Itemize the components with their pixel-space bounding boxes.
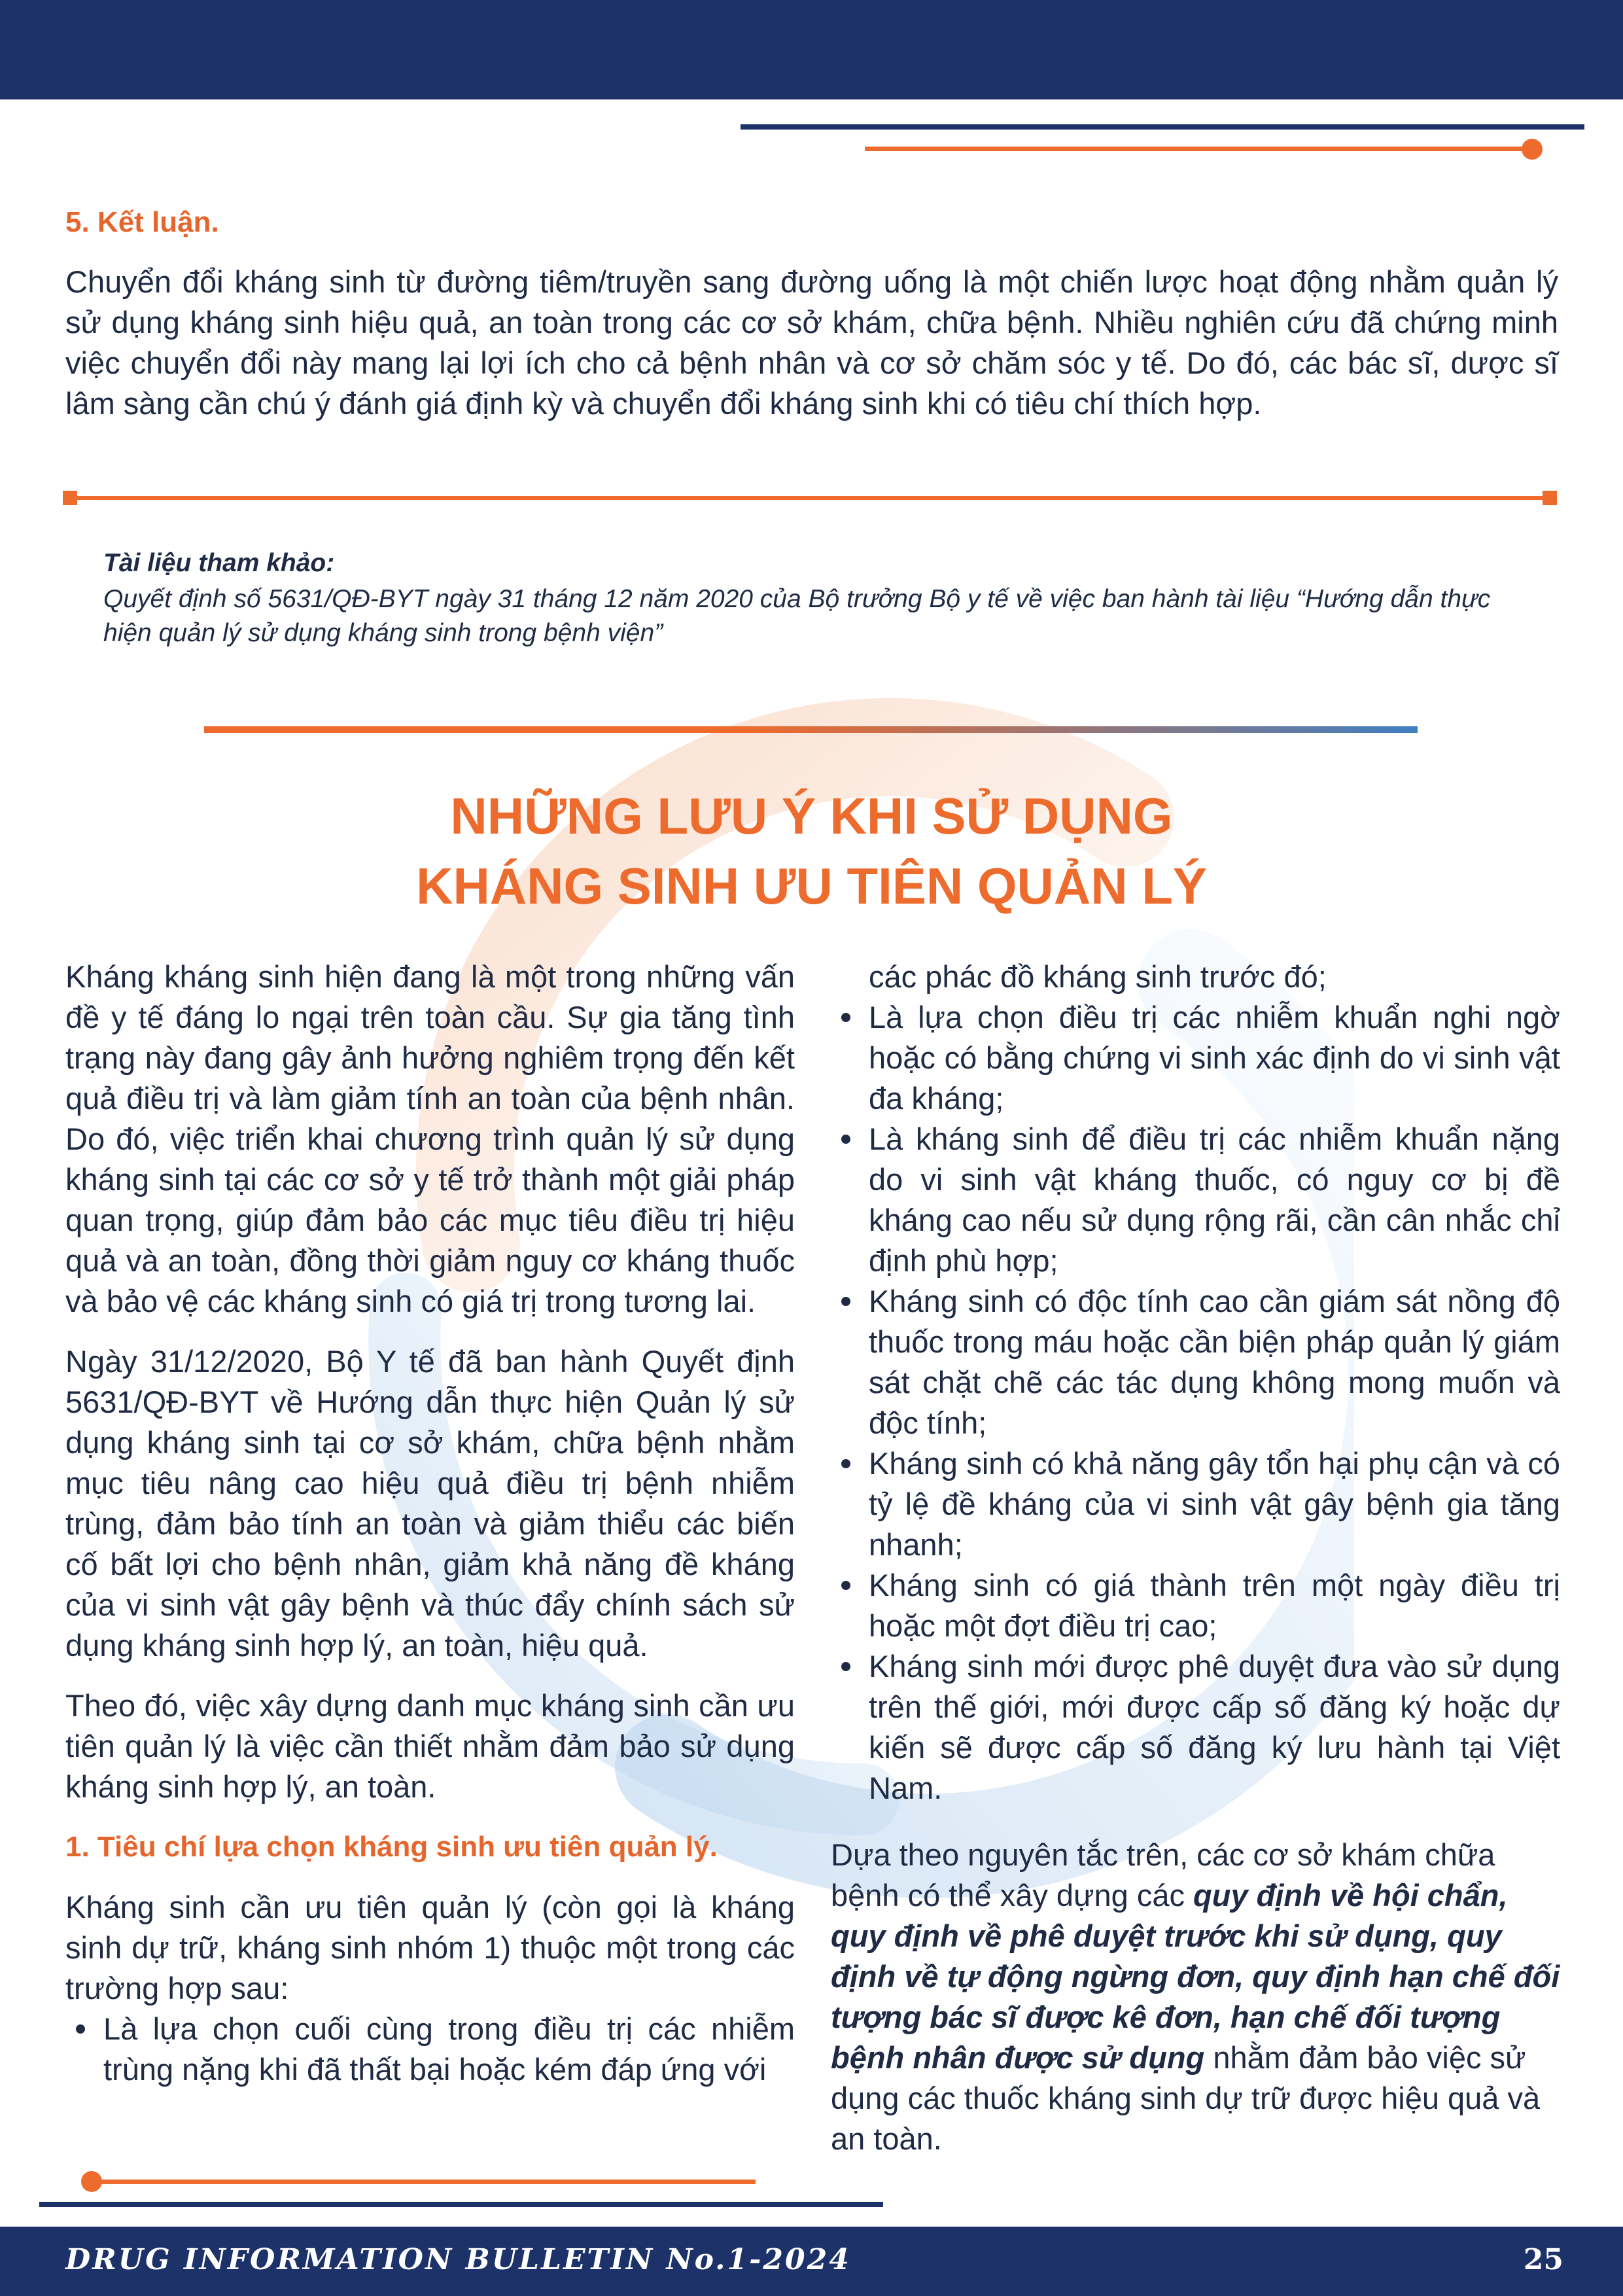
left-paragraph-3: Theo đó, việc xây dựng danh mục kháng sinh cần ưu tiên quản lý là việc cần thiết nhằm đảm bảo sử dụng kháng sinh hợp lý, an toàn.: [65, 1688, 795, 1804]
right-column: [831, 957, 1560, 2179]
divider-rule: [72, 496, 1550, 500]
footer-orange-rule: [92, 2180, 756, 2184]
bullet-item: Kháng sinh mới được phê duyệt đưa vào sử dụng trên thế giới, mới được cấp số đăng ký hoặc dự kiến sẽ được cấp số đăng ký lưu hành tại Việt Nam.: [831, 1646, 1560, 1809]
footer-bulletin-title: DRUG INFORMATION BULLETIN No.1-2024: [65, 2243, 851, 2276]
bullet-item: Kháng sinh có giá thành trên một ngày điều trị hoặc một đợt điều trị cao;: [831, 1565, 1560, 1646]
left-paragraph-1: Kháng kháng sinh hiện đang là một trong những vấn đề y tế đáng lo ngại trên toàn cầu. Sự gia tăng tình trạng này đang gây ảnh hưởng nghiêm trọng đến kết quả điều trị và làm giảm tính an toàn của bệnh nhân. Do đó, việc triển khai chương trình quản lý sử dụng kháng sinh tại các cơ sở y tế trở thành một giải pháp quan trọng, giúp đảm bảo các mục tiêu điều trị hiệu quả và an toàn, đồng thời giảm nguy cơ kháng thuốc và bảo vệ các kháng sinh có giá trị trong tương lai.: [65, 959, 795, 1318]
footer-navy-rule: [39, 2202, 883, 2207]
closing-text-end: nhằm đảm bảo việc sử dụng các thuốc kháng sinh dự trữ được hiệu quả và an toàn.: [831, 2040, 1541, 2156]
left-paragraph-2: Ngày 31/12/2020, Bộ Y tế đã ban hành Quyết định 5631/QĐ-BYT về Hướng dẫn thực hiện Quản lý sử dụng kháng sinh tại cơ sở khám, chữa bệnh nhằm mục tiêu nâng cao hiệu quả điều trị bệnh nhiễm trùng, đảm bảo tính an toàn và giảm thiểu các biến cố bất lợi cho bệnh nhân, giảm khả năng đề kháng của vi sinh vật gây bệnh và thúc đẩy chính sách sử dụng kháng sinh hợp lý, an toàn, hiệu quả.: [65, 1344, 795, 1663]
right-bullet-list: [831, 957, 1560, 1809]
conclusion-heading: 5. Kết luận.: [65, 206, 219, 238]
bullet-item: Là lựa chọn cuối cùng trong điều trị các nhiễm trùng nặng khi đã thất bại hoặc kém đáp ứng với: [65, 2009, 795, 2090]
left-paragraph-4: Kháng sinh cần ưu tiên quản lý (còn gọi là kháng sinh dự trữ, kháng sinh nhóm 1) thuộc một trong các trường hợp sau:: [65, 1890, 795, 2005]
left-bullet-list: [65, 2009, 795, 2090]
criteria-heading: 1. Tiêu chí lựa chọn kháng sinh ưu tiên quản lý.: [65, 1831, 718, 1863]
header-navy-rule: [741, 124, 1584, 130]
bullet-item: Kháng sinh có độc tính cao cần giám sát nồng độ thuốc trong máu hoặc cần biện pháp quản lý giám sát chặt chẽ các tác dụng không mong muốn và độc tính;: [831, 1281, 1560, 1443]
reference-heading: Tài liệu tham khảo:: [103, 549, 335, 577]
divider-right-square: [1543, 491, 1557, 505]
closing-emphasis: quy định về hội chẩn, quy định về phê duyệt trước khi sử dụng, quy định về tự động ngừng đơn, quy định hạn chế đối tượng bác sĩ được kê đơn, hạn chế đối tượng bệnh nhân được sử dụng: [831, 1878, 1560, 2075]
article-title-line2: KHÁNG SINH ƯU TIÊN QUẢN LÝ: [416, 857, 1207, 915]
bullet-item: Là kháng sinh để điều trị các nhiễm khuẩn nặng do vi sinh vật kháng thuốc, có nguy cơ bị đề kháng cao nếu sử dụng rộng rãi, cần cân nhắc chỉ định phù hợp;: [831, 1119, 1560, 1281]
page-number: 25: [1523, 2243, 1563, 2276]
conclusion-paragraph: Chuyển đổi kháng sinh từ đường tiêm/truyền sang đường uống là một chiến lược hoạt động nhằm quản lý sử dụng kháng sinh hiệu quả, an toàn trong các cơ sở khám, chữa bệnh. Nhiều nghiên cứu đã chứng minh việc chuyển đổi này mang lại lợi ích cho cả bệnh nhân và cơ sở chăm sóc y tế. Do đó, các bác sĩ, dược sĩ lâm sàng cần chú ý đánh giá định kỳ và chuyển đổi kháng sinh khi có tiêu chí thích hợp.: [65, 264, 1558, 421]
header-orange-rule: [865, 147, 1533, 151]
article-title-line1: NHỮNG LƯU Ý KHI SỬ DỤNG: [450, 787, 1173, 845]
header-orange-dot: [1522, 139, 1543, 160]
left-column: [65, 957, 795, 2090]
bullet-continuation-text: các phác đồ kháng sinh trước đó;: [869, 959, 1327, 994]
bullet-item: Kháng sinh có khả năng gây tổn hại phụ cận và có tỷ lệ đề kháng của vi sinh vật gây bệnh gia tăng nhanh;: [831, 1443, 1560, 1565]
reference-text: Quyết định số 5631/QĐ-BYT ngày 31 tháng 12 năm 2020 của Bộ trưởng Bộ y tế về việc ban hành tài liệu “Hướng dẫn thực hiện quản lý sử dụng kháng sinh trong bệnh viện”: [103, 585, 1491, 647]
title-gradient-rule: [204, 726, 1418, 733]
bullet-item: Là lựa chọn điều trị các nhiễm khuẩn nghi ngờ hoặc có bằng chứng vi sinh xác định do vi sinh vật đa kháng;: [831, 997, 1560, 1119]
closing-text-start: Dựa theo nguyên tắc trên, các cơ sở khám chữa bệnh có thể xây dựng các: [831, 1837, 1495, 1913]
header-band: [0, 0, 1623, 99]
closing-paragraph: [831, 1835, 1560, 2159]
bullet-continuation: [831, 957, 1560, 997]
